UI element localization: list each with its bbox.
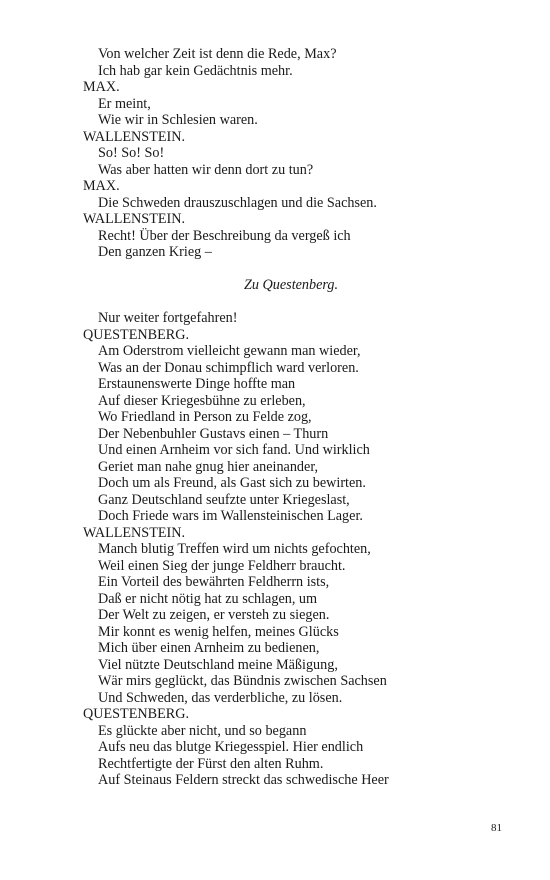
speaker-name: WALLENSTEIN. — [83, 211, 186, 227]
verse-line: Recht! Über der Beschreibung da vergeß ich — [98, 227, 351, 244]
verse-line: Und einen Arnheim vor sich fand. Und wirklich — [98, 442, 370, 458]
verse-line: Doch um als Freund, als Gast sich zu bewirten. — [98, 475, 366, 491]
verse-line: Auf Steinaus Feldern streckt das schwedische Heer — [98, 772, 389, 788]
verse-line: Auf dieser Kriegesbühne zu erleben, — [98, 392, 306, 409]
verse-line: Ich hab gar kein Gedächtnis mehr. — [98, 62, 293, 79]
speaker-name: QUESTENBERG. — [83, 706, 190, 722]
speaker-name: WALLENSTEIN. — [83, 524, 186, 541]
verse-line: Die Schweden drauszuschlagen und die Sachsen. — [98, 194, 377, 211]
verse-line: Am Oderstrom vielleicht gewann man wieder, — [98, 343, 361, 359]
verse-line: Es glückte aber nicht, und so begann — [98, 722, 307, 739]
drama-text-block — [0, 46, 550, 789]
verse-line: Und Schweden, das verderbliche, zu lösen. — [98, 689, 343, 706]
verse-line: Manch blutig Treffen wird um nichts gefochten, — [98, 541, 371, 557]
speaker-name: MAX. — [83, 79, 120, 95]
verse-line: Nur weiter fortgefahren! — [98, 310, 238, 326]
verse-line: Den ganzen Krieg – — [98, 244, 212, 260]
page-number: 81 — [491, 822, 502, 834]
verse-line: Geriet man nahe gnug hier aneinander, — [98, 458, 319, 475]
verse-line: Was an der Donau schimpflich ward verloren. — [98, 359, 359, 376]
verse-line: Erstaunenswerte Dinge hoffte man — [98, 376, 296, 392]
speaker-name: MAX. — [83, 178, 120, 194]
verse-line: Wie wir in Schlesien waren. — [98, 112, 258, 128]
verse-line: So! So! So! — [98, 145, 165, 161]
verse-line: Viel nützte Deutschland meine Mäßigung, — [98, 656, 338, 673]
verse-line: Ein Vorteil des bewährten Feldherrn ists, — [98, 574, 330, 590]
verse-line: Der Welt zu zeigen, er versteh zu siegen. — [98, 607, 330, 623]
verse-line: Wo Friedland in Person zu Felde zog, — [98, 409, 312, 425]
verse-line: Er meint, — [98, 95, 151, 112]
stage-direction: Zu Questenberg. — [244, 277, 339, 293]
verse-line: Von welcher Zeit ist denn die Rede, Max? — [98, 46, 337, 62]
verse-line: Rechtfertigte der Fürst den alten Ruhm. — [98, 755, 324, 772]
verse-line: Mich über einen Arnheim zu bedienen, — [98, 640, 320, 656]
verse-line: Ganz Deutschland seufzte unter Kriegeslast, — [98, 491, 350, 508]
verse-line: Doch Friede wars im Wallensteinischen Lager. — [98, 508, 363, 524]
speaker-name: WALLENSTEIN. — [83, 128, 186, 145]
verse-line: Der Nebenbuhler Gustavs einen – Thurn — [98, 425, 329, 442]
verse-line: Weil einen Sieg der junge Feldherr braucht. — [98, 557, 346, 574]
speaker-name: QUESTENBERG. — [83, 326, 190, 343]
verse-line: Aufs neu das blutge Kriegesspiel. Hier endlich — [98, 739, 364, 755]
verse-line: Daß er nicht nötig hat zu schlagen, um — [98, 590, 318, 607]
verse-line: Mir konnt es wenig helfen, meines Glücks — [98, 623, 339, 640]
verse-line: Wär mirs geglückt, das Bündnis zwischen Sachsen — [98, 673, 387, 689]
verse-line: Was aber hatten wir denn dort zu tun? — [98, 161, 314, 178]
